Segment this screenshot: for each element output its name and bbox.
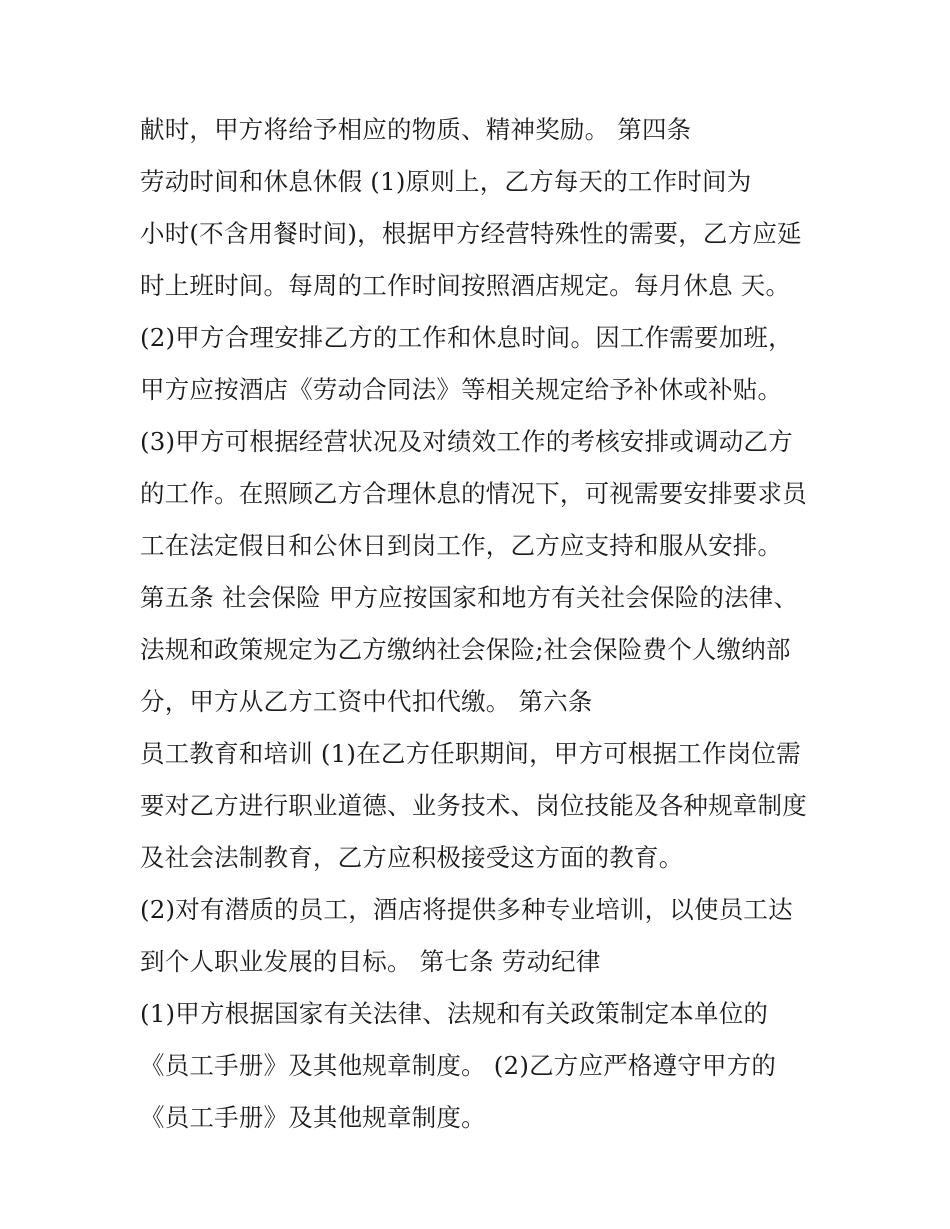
text-line: 员工教育和培训 (1)在乙方任职期间，甲方可根据工作岗位需 bbox=[140, 739, 801, 768]
text-line: 第五条 社会保险 甲方应按国家和地方有关社会保险的法律、 bbox=[140, 583, 799, 612]
text-line: (3)甲方可根据经营状况及对绩效工作的考核安排或调动乙方 bbox=[140, 427, 793, 456]
text-line: 要对乙方进行职业道德、业务技术、岗位技能及各种规章制度 bbox=[140, 791, 807, 820]
text-line: 劳动时间和休息休假 (1)原则上，乙方每天的工作时间为 bbox=[140, 167, 752, 196]
text-line: (2)对有潜质的员工，酒店将提供多种专业培训，以使员工达 bbox=[140, 895, 793, 924]
text-line: (1)甲方根据国家有关法律、法规和有关政策制定本单位的 bbox=[140, 999, 769, 1028]
text-line: 献时，甲方将给予相应的物质、精神奖励。 第四条 bbox=[140, 115, 692, 144]
text-line: 《员工手册》及其他规章制度。 bbox=[140, 1103, 486, 1132]
text-line: 工在法定假日和公休日到岗工作，乙方应支持和服从安排。 bbox=[140, 531, 783, 560]
text-line: 小时(不含用餐时间)，根据甲方经营特殊性的需要，乙方应延 bbox=[140, 219, 802, 248]
text-line: 法规和政策规定为乙方缴纳社会保险;社会保险费个人缴纳部 bbox=[140, 635, 791, 664]
text-line: 《员工手册》及其他规章制度。 (2)乙方应严格遵守甲方的 bbox=[140, 1051, 777, 1080]
text-line: 时上班时间。每周的工作时间按照酒店规定。每月休息 天。 bbox=[140, 271, 791, 300]
text-line: 甲方应按酒店《劳动合同法》等相关规定给予补休或补贴。 bbox=[140, 375, 783, 404]
text-line: 及社会法制教育，乙方应积极接受这方面的教育。 bbox=[140, 843, 684, 872]
text-line: (2)甲方合理安排乙方的工作和休息时间。因工作需要加班， bbox=[140, 323, 793, 352]
text-line: 的工作。在照顾乙方合理休息的情况下，可视需要安排要求员 bbox=[140, 479, 807, 508]
text-line: 到个人职业发展的目标。 第七条 劳动纪律 bbox=[140, 947, 601, 976]
document-body bbox=[140, 106, 840, 1146]
text-line: 分，甲方从乙方工资中代扣代缴。 第六条 bbox=[140, 687, 593, 716]
